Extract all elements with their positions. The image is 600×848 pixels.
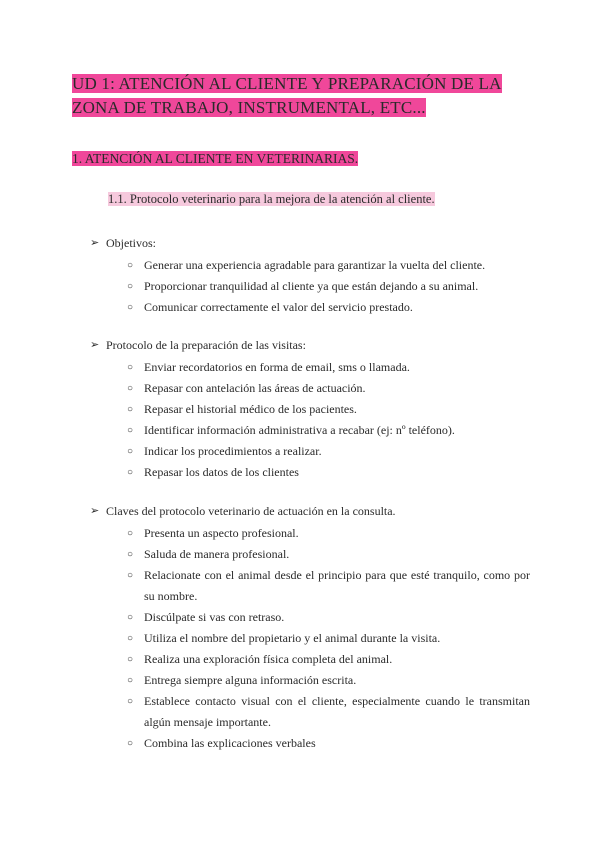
list-item: ○ Saluda de manera profesional. [90,544,530,565]
visit-preparation-section [90,336,530,483]
circle-bullet-icon: ○ [127,467,134,478]
list-item: ○ Presenta un aspecto profesional. [90,523,530,544]
list-item: ○ Discúlpate si vas con retraso. [90,607,530,628]
consultation-keys-section [90,502,530,754]
section-title: Protocolo de la preparación de las visitas: [106,338,306,352]
section-heading-text: 1. ATENCIÓN AL CLIENTE EN VETERINARIAS. [72,151,359,166]
circle-bullet-icon: ○ [127,446,134,457]
preparation-list [90,357,530,483]
section-title-row [90,502,530,520]
section-title-row [90,234,530,252]
list-item: ○ Repasar el historial médico de los pacientes. [90,399,530,420]
circle-bullet-icon: ○ [127,362,134,373]
list-item: ○ Generar una experiencia agradable para garantizar la vuelta del cliente. [90,255,530,276]
document-title-text: UD 1: ATENCIÓN AL CLIENTE Y PREPARACIÓN DE LA ZONA DE TRABAJO, INSTRUMENTAL, ETC... [72,74,502,117]
list-item: ○ Utiliza el nombre del propietario y el animal durante la visita. [90,628,530,649]
list-item: ○ Repasar los datos de los clientes [90,462,530,483]
document-title [72,72,532,120]
list-item: ○ Realiza una exploración física completa del animal. [90,649,530,670]
list-item: ○ Relacionate con el animal desde el principio para que esté tranquilo, como por su nombre. [90,565,530,607]
list-item: ○ Entrega siempre alguna información escrita. [90,670,530,691]
list-item: ○ Repasar con antelación las áreas de actuación. [90,378,530,399]
arrow-bullet-icon: ➢ [90,505,100,517]
circle-bullet-icon: ○ [127,528,134,539]
objectives-section [90,234,530,318]
circle-bullet-icon: ○ [127,654,134,665]
consultation-keys-list [90,523,530,754]
section-title-row [90,336,530,354]
section-title: Objetivos: [106,236,156,250]
section-title: Claves del protocolo veterinario de actuación en la consulta. [106,504,396,518]
list-item: ○ Indicar los procedimientos a realizar. [90,441,530,462]
objectives-list [90,255,530,318]
circle-bullet-icon: ○ [127,570,134,581]
subsection-heading [108,190,435,208]
list-item: ○ Proporcionar tranquilidad al cliente ya que están dejando a su animal. [90,276,530,297]
circle-bullet-icon: ○ [127,281,134,292]
circle-bullet-icon: ○ [127,675,134,686]
arrow-bullet-icon: ➢ [90,339,100,351]
circle-bullet-icon: ○ [127,425,134,436]
circle-bullet-icon: ○ [127,549,134,560]
list-item: ○ Enviar recordatorios en forma de email, sms o llamada. [90,357,530,378]
circle-bullet-icon: ○ [127,260,134,271]
section-heading [72,150,358,168]
circle-bullet-icon: ○ [127,404,134,415]
circle-bullet-icon: ○ [127,612,134,623]
list-item: ○ Comunicar correctamente el valor del servicio prestado. [90,297,530,318]
list-item: ○ Combina las explicaciones verbales [90,733,530,754]
circle-bullet-icon: ○ [127,696,134,707]
circle-bullet-icon: ○ [127,302,134,313]
circle-bullet-icon: ○ [127,738,134,749]
list-item: ○ Establece contacto visual con el cliente, especialmente cuando le transmitan algún mensaje importante. [90,691,530,733]
list-item: ○ Identificar información administrativa a recabar (ej: nº teléfono). [90,420,530,441]
circle-bullet-icon: ○ [127,383,134,394]
subsection-heading-text: 1.1. Protocolo veterinario para la mejora de la atención al cliente. [108,192,435,206]
circle-bullet-icon: ○ [127,633,134,644]
arrow-bullet-icon: ➢ [90,237,100,249]
